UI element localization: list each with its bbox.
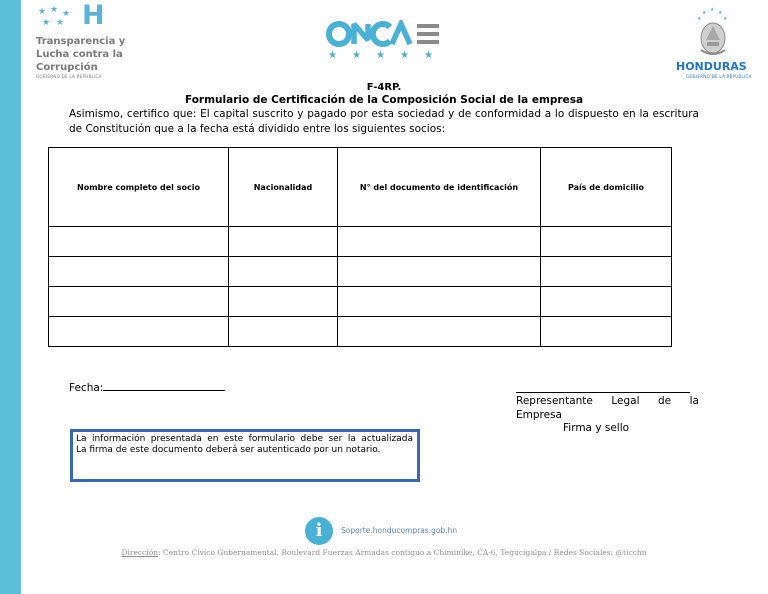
header-pais: País de domicilio — [541, 148, 672, 227]
support-link[interactable]: Soporte.honducompras.gob.hn — [341, 526, 458, 535]
date-label: Fecha: — [69, 382, 104, 394]
table-row — [49, 257, 672, 287]
logo-letter: H — [82, 0, 105, 31]
header-nombre: Nombre completo del socio — [49, 148, 229, 227]
signature-stamp-label: Firma y sello — [563, 422, 630, 434]
table-cell[interactable] — [541, 287, 672, 317]
table-row — [49, 227, 672, 257]
table-row — [49, 287, 672, 317]
svg-text:★: ★ — [723, 16, 728, 22]
partners-table — [48, 147, 672, 347]
svg-text:★: ★ — [328, 50, 337, 60]
svg-text:★: ★ — [352, 50, 361, 60]
intro-paragraph: Asimismo, certifico que: El capital suscrito y pagado por esta sociedad y de conformidad a lo dispuesto en la escritura de Constitución que a la fecha está dividido entre los siguientes socios: — [69, 108, 699, 135]
representative-label: Representante Legal de la Empresa — [516, 395, 699, 421]
logo-line-2: Lucha contra la — [36, 49, 123, 60]
table-cell[interactable] — [229, 287, 338, 317]
notice-box — [70, 429, 420, 482]
transparency-logo — [36, 0, 136, 80]
address-footer — [0, 548, 768, 557]
logo-line-3: Corrupción — [36, 62, 98, 73]
table-cell[interactable] — [541, 317, 672, 347]
notice-line-2: La firma de este documento deberá ser autenticado por un notario. — [76, 445, 381, 455]
table-cell[interactable] — [338, 287, 541, 317]
header-documento: N° del documento de identificación — [338, 148, 541, 227]
svg-text:★: ★ — [718, 10, 723, 16]
honduras-logo — [672, 6, 756, 82]
table-cell[interactable] — [49, 257, 229, 287]
table-row — [49, 317, 672, 347]
header-nacionalidad: Nacionalidad — [229, 148, 338, 227]
svg-text:★: ★ — [400, 50, 409, 60]
table-cell[interactable] — [229, 227, 338, 257]
svg-text:★: ★ — [697, 16, 702, 22]
svg-text:★: ★ — [424, 50, 433, 60]
svg-text:★: ★ — [376, 50, 385, 60]
logo-line-1: Transparencia y — [36, 36, 126, 47]
table-cell[interactable] — [338, 317, 541, 347]
form-code: F-4RP. — [366, 82, 402, 93]
table-cell[interactable] — [49, 227, 229, 257]
table-cell[interactable] — [541, 227, 672, 257]
notice-line-1: La información presentada en este formulario debe ser la actualizada — [76, 434, 413, 444]
table-cell[interactable] — [338, 227, 541, 257]
table-cell[interactable] — [229, 257, 338, 287]
table-cell[interactable] — [541, 257, 672, 287]
oncae-logo-icon — [326, 20, 442, 60]
honduras-wordmark: HONDURAS — [676, 60, 747, 73]
address-label: Dirección — [121, 548, 159, 557]
address-text: : Centro Cívico Gubernamental, Boulevard Fuerzas Armadas contiguo a Chiminike, CA-6, Tegucigalpa / Redes Sociales: @ticchn — [158, 548, 647, 557]
table-cell[interactable] — [338, 257, 541, 287]
svg-text:★: ★ — [702, 10, 707, 16]
table-cell[interactable] — [49, 287, 229, 317]
stars-icon: ★ ★ ★ ★ ★ — [38, 5, 71, 28]
honduras-tagline: GOBIERNO DE LA REPÚBLICA — [686, 74, 752, 79]
table-cell[interactable] — [229, 317, 338, 347]
date-field — [69, 380, 225, 394]
table-header-row — [49, 148, 672, 227]
honduras-coat-of-arms-icon — [672, 6, 756, 60]
svg-text:★: ★ — [710, 7, 715, 13]
oncae-logo — [326, 20, 442, 60]
table-cell[interactable] — [49, 317, 229, 347]
signature-line — [516, 392, 690, 393]
form-title: Formulario de Certificación de la Composición Social de la empresa — [184, 94, 584, 106]
info-icon: i — [305, 517, 333, 545]
date-blank-line[interactable] — [103, 380, 225, 391]
logo-tagline: GOBIERNO DE LA REPÚBLICA — [36, 74, 102, 79]
